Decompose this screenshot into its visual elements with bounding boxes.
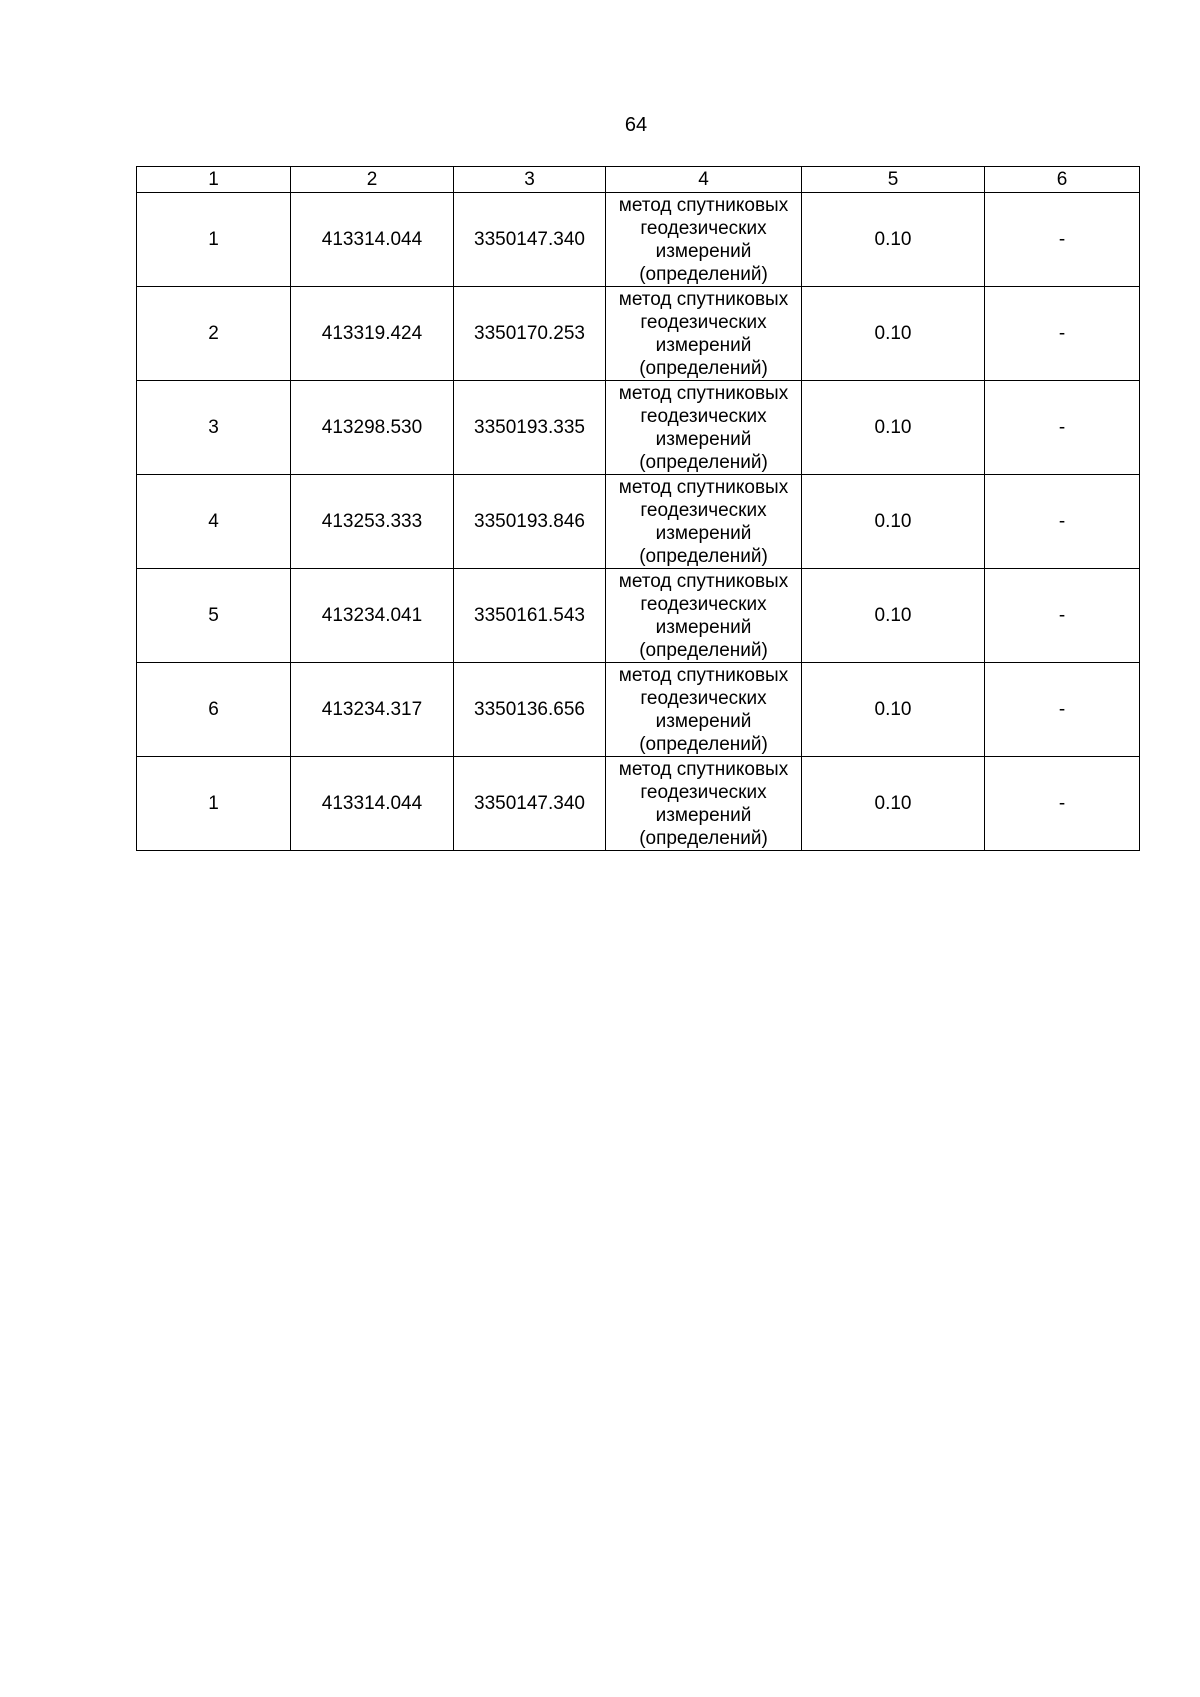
point-number-cell: 2 xyxy=(137,287,291,381)
method-line: (определений) xyxy=(639,545,768,567)
note-cell: - xyxy=(985,475,1140,569)
point-number-cell: 1 xyxy=(137,757,291,851)
table-row xyxy=(137,287,1140,381)
method-line: метод спутниковых xyxy=(618,194,789,216)
x-coordinate-cell: 413234.317 xyxy=(291,663,454,757)
table-row xyxy=(137,663,1140,757)
method-line: (определений) xyxy=(639,733,768,755)
method-line: геодезических xyxy=(640,781,767,803)
y-coordinate-cell: 3350193.846 xyxy=(454,475,606,569)
method-line: метод спутниковых xyxy=(618,382,789,404)
x-coordinate-cell: 413253.333 xyxy=(291,475,454,569)
note-cell: - xyxy=(985,193,1140,287)
method-line: геодезических xyxy=(640,311,767,333)
x-coordinate-cell: 413319.424 xyxy=(291,287,454,381)
method-line: (определений) xyxy=(639,451,768,473)
table-row xyxy=(137,381,1140,475)
method-line: геодезических xyxy=(640,405,767,427)
note-cell: - xyxy=(985,569,1140,663)
method-cell xyxy=(606,663,802,757)
method-line: (определений) xyxy=(639,639,768,661)
y-coordinate-cell: 3350170.253 xyxy=(454,287,606,381)
method-line: метод спутниковых xyxy=(618,476,789,498)
point-number-cell: 4 xyxy=(137,475,291,569)
accuracy-cell: 0.10 xyxy=(802,757,985,851)
column-header-4: 4 xyxy=(606,167,802,193)
method-line: измерений xyxy=(655,616,752,638)
coordinates-table xyxy=(136,166,1140,851)
method-line: геодезических xyxy=(640,687,767,709)
method-line: метод спутниковых xyxy=(618,758,789,780)
method-line: измерений xyxy=(655,428,752,450)
note-cell: - xyxy=(985,757,1140,851)
accuracy-cell: 0.10 xyxy=(802,287,985,381)
method-cell xyxy=(606,193,802,287)
column-header-3: 3 xyxy=(454,167,606,193)
method-line: измерений xyxy=(655,522,752,544)
method-line: измерений xyxy=(655,240,752,262)
y-coordinate-cell: 3350161.543 xyxy=(454,569,606,663)
method-cell xyxy=(606,287,802,381)
method-line: геодезических xyxy=(640,593,767,615)
accuracy-cell: 0.10 xyxy=(802,569,985,663)
method-line: (определений) xyxy=(639,263,768,285)
table-row xyxy=(137,475,1140,569)
column-header-2: 2 xyxy=(291,167,454,193)
x-coordinate-cell: 413314.044 xyxy=(291,757,454,851)
x-coordinate-cell: 413314.044 xyxy=(291,193,454,287)
column-header-6: 6 xyxy=(985,167,1140,193)
method-line: геодезических xyxy=(640,499,767,521)
method-line: (определений) xyxy=(639,827,768,849)
table-row xyxy=(137,193,1140,287)
x-coordinate-cell: 413298.530 xyxy=(291,381,454,475)
point-number-cell: 6 xyxy=(137,663,291,757)
page-number: 64 xyxy=(624,114,648,136)
y-coordinate-cell: 3350147.340 xyxy=(454,193,606,287)
method-line: (определений) xyxy=(639,357,768,379)
column-header-1: 1 xyxy=(137,167,291,193)
table-row xyxy=(137,757,1140,851)
method-line: геодезических xyxy=(640,217,767,239)
method-line: метод спутниковых xyxy=(618,570,789,592)
method-line: метод спутниковых xyxy=(618,288,789,310)
method-line: измерений xyxy=(655,334,752,356)
method-line: измерений xyxy=(655,804,752,826)
table-header-row xyxy=(137,167,1140,193)
point-number-cell: 5 xyxy=(137,569,291,663)
accuracy-cell: 0.10 xyxy=(802,381,985,475)
method-cell xyxy=(606,381,802,475)
table-row xyxy=(137,569,1140,663)
note-cell: - xyxy=(985,287,1140,381)
note-cell: - xyxy=(985,381,1140,475)
method-line: метод спутниковых xyxy=(618,664,789,686)
point-number-cell: 3 xyxy=(137,381,291,475)
y-coordinate-cell: 3350136.656 xyxy=(454,663,606,757)
accuracy-cell: 0.10 xyxy=(802,663,985,757)
y-coordinate-cell: 3350147.340 xyxy=(454,757,606,851)
method-cell xyxy=(606,475,802,569)
method-line: измерений xyxy=(655,710,752,732)
x-coordinate-cell: 413234.041 xyxy=(291,569,454,663)
accuracy-cell: 0.10 xyxy=(802,193,985,287)
note-cell: - xyxy=(985,663,1140,757)
y-coordinate-cell: 3350193.335 xyxy=(454,381,606,475)
column-header-5: 5 xyxy=(802,167,985,193)
accuracy-cell: 0.10 xyxy=(802,475,985,569)
method-cell xyxy=(606,569,802,663)
point-number-cell: 1 xyxy=(137,193,291,287)
method-cell xyxy=(606,757,802,851)
